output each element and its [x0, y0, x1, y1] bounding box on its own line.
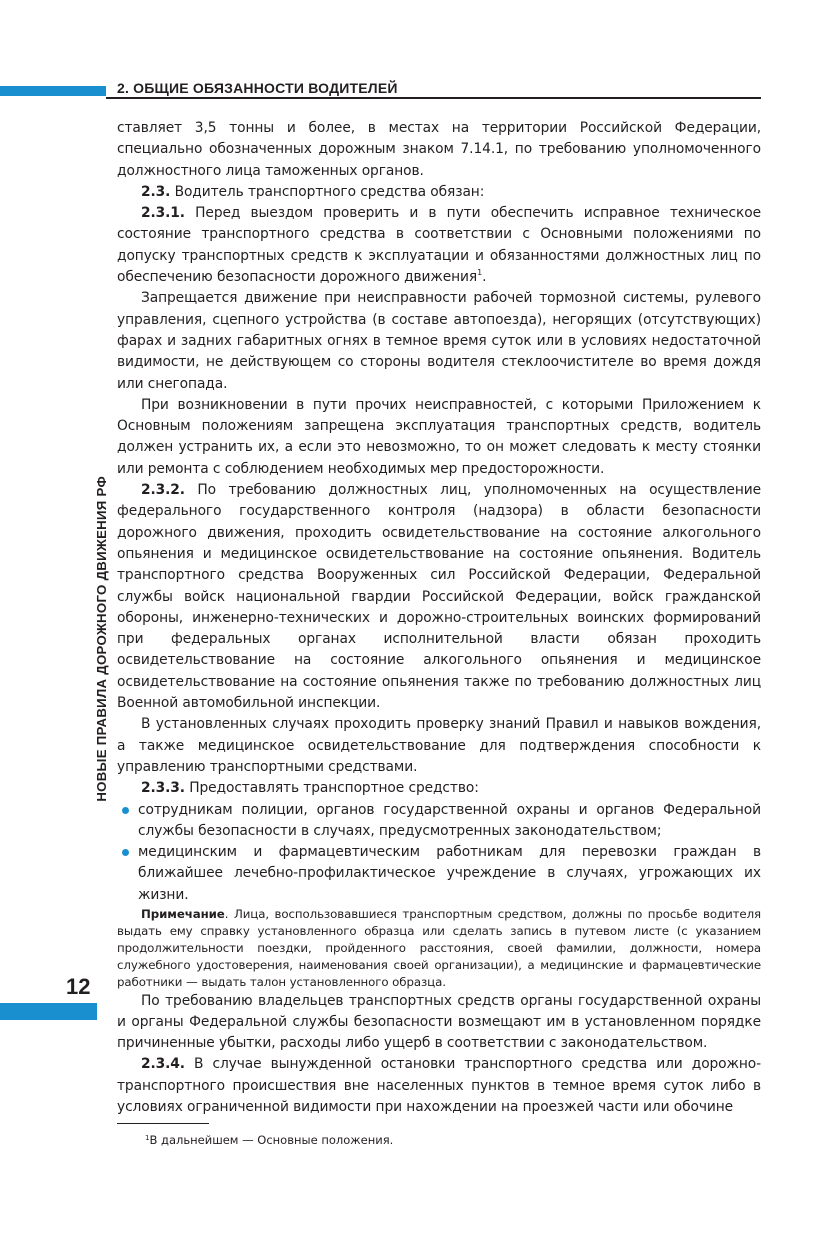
footnote-ref: 1 [477, 268, 483, 278]
side-book-title: НОВЫЕ ПРАВИЛА ДОРОЖНОГО ДВИЖЕНИЯ РФ [94, 476, 109, 802]
list-item: сотрудникам полиции, органов государственной охраны и органов Федеральной службы безопасности в случаях, предусмотренных законодательством; [117, 800, 761, 843]
section-number: 2.3.2. [141, 482, 185, 499]
list-item: медицинским и фармацевтическим работникам для перевозки граждан в ближайшее лечебно-профилактическое учреждение в случаях, угрожающих их жизни. [117, 842, 761, 906]
header-accent-bar [0, 86, 106, 96]
header-rule [106, 97, 761, 99]
footnote [145, 1131, 393, 1148]
bullet-list [117, 800, 761, 906]
section-number: 2.3. [141, 183, 171, 200]
note: Примечание. Лица, воспользовавшиеся транспортным средством, должны по просьбе водителя выдать ему справку установленного образца или сделать запись в путевом листе (с указанием продолжительности поездки, пройденного расстояния, своей фамилии, должности, номера служебного удостоверения, наименования своей организации), а медицинские и фармацевтические работники — выдать талон установленного образца. [117, 906, 761, 989]
main-text [117, 118, 761, 1118]
page-number-bar [0, 1003, 97, 1020]
section-number: 2.3.4. [141, 1056, 185, 1073]
section-2-3-2: 2.3.2. По требованию должностных лиц, уполномоченных на осуществление федерального государственного контроля (надзора) в области безопасности дорожного движения, проходить освидетельствование на состояние алкогольного опьянения и медицинское освидетельствование на состояние опьянения. Водитель транспортного средства Вооруженных сил Российской Федерации, Федеральной службы войск национальной гвардии Российской Федерации, войск гражданской обороны, инженерно-технических и дорожно-строительных воинских формирований при федеральных органах исполнительной власти обязан проходить освидетельствование на состояние алкогольного опьянения и медицинское освидетельствование на состояние опьянения также по требованию должностных лиц Военной автомобильной инспекции. [117, 482, 761, 712]
section-number: 2.3.1. [141, 205, 185, 222]
section-2-3-3: 2.3.3. Предоставлять транспортное средство: [141, 780, 479, 797]
section-2-3-1: 2.3.1. Перед выездом проверить и в пути обеспечить исправное техническое состояние транспортного средства в соответствии с Основными положениями по допуску транспортных средств к эксплуатации и обязанностями должностных лиц по обеспечению безопасности дорожного движения$^1$. [117, 205, 761, 286]
footnote-text: В дальнейшем — Основные положения. [149, 1133, 394, 1147]
section-2-3: 2.3. Водитель транспортного средства обязан: [141, 183, 485, 200]
section-number: 2.3.3. [141, 780, 185, 797]
paragraph-continuation: ставляет 3,5 тонны и более, в местах на территории Российской Федерации, специально обозначенных дорожным знаком 7.14.1, по требованию уполномоченного должностного лица таможенных органов. [117, 120, 761, 179]
page-number: 12 [66, 974, 91, 999]
footnote-marker: 1 [145, 1134, 150, 1142]
note-label: Примечание [141, 906, 225, 921]
paragraph-other-faults: При возникновении в пути прочих неисправностей, с которыми Приложением к Основным положениям запрещена эксплуатация транспортных средств, водитель должен устранить их, а если это невозможно, то он может следовать к месту стоянки или ремонта с соблюдением необходимых мер предосторожности. [117, 396, 761, 477]
footnote-rule [117, 1123, 209, 1124]
paragraph-knowledge-check: В установленных случаях проходить проверку знаний Правил и навыков вождения, а также медицинское освидетельствование для подтверждения способности к управлению транспортными средствами. [117, 716, 761, 775]
section-2-3-4: 2.3.4. В случае вынужденной остановки транспортного средства или дорожно-транспортного происшествия вне населенных пунктов в темное время суток либо в условиях ограниченной видимости при нахождении на проезжей части или обочине [117, 1056, 761, 1115]
paragraph-prohibition: Запрещается движение при неисправности рабочей тормозной системы, рулевого управления, сцепного устройства (в составе автопоезда), негорящих (отсутствующих) фарах и задних габаритных огнях в темное время суток или в условиях недостаточной видимости, не действующем со стороны водителя стеклоочистителе во время дождя или снегопада. [117, 290, 761, 392]
paragraph-compensation: По требованию владельцев транспортных средств органы государственной охраны и органы Федеральной службы безопасности возмещают им в установленном порядке причиненные убытки, расходы либо ущерб в соответствии с законодательством. [117, 992, 761, 1052]
running-header: 2. ОБЩИЕ ОБЯЗАННОСТИ ВОДИТЕЛЕЙ [117, 80, 398, 96]
